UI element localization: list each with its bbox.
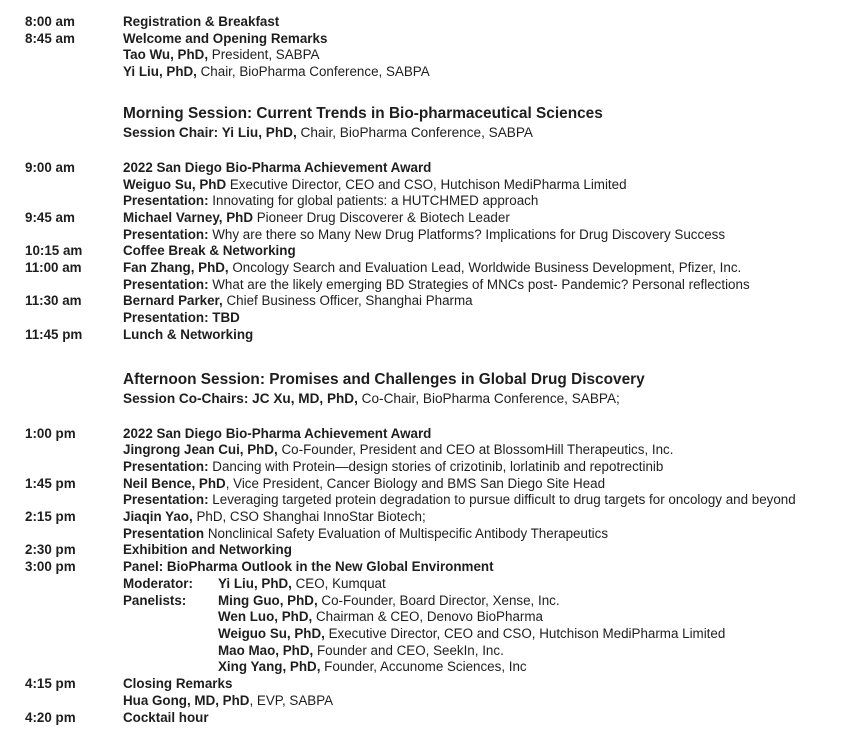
panel-line-text bbox=[218, 626, 837, 643]
text-regular: , Vice President, Cancer Biology and BMS San Diego Site Head bbox=[225, 475, 606, 491]
time-label: 3:00 pm bbox=[25, 559, 76, 575]
text-bold: Weiguo Su, PhD bbox=[123, 176, 227, 192]
schedule-row bbox=[25, 710, 840, 727]
text-regular: , EVP, SABPA bbox=[249, 692, 334, 708]
time-label: 11:45 pm bbox=[25, 326, 83, 342]
time-label: 1:00 pm bbox=[25, 425, 76, 441]
text-bold: Presentation bbox=[123, 525, 205, 541]
panel-line bbox=[123, 609, 837, 626]
session-chair-line bbox=[123, 123, 837, 142]
agenda-line bbox=[123, 676, 837, 693]
panel-line-text bbox=[218, 609, 837, 626]
text-regular: Chair, BioPharma Conference, SABPA bbox=[196, 64, 430, 80]
agenda-line bbox=[123, 442, 837, 459]
text-regular: President, SABPA bbox=[208, 47, 320, 63]
time-label: 10:15 am bbox=[25, 243, 83, 259]
agenda-line bbox=[123, 542, 837, 559]
row-content bbox=[123, 426, 837, 476]
schedule-row bbox=[25, 426, 840, 476]
row-content bbox=[123, 243, 837, 260]
text-bold: Hua Gong, MD, PhD bbox=[123, 692, 250, 708]
row-content bbox=[123, 509, 837, 542]
time-label: 8:00 am bbox=[25, 14, 75, 29]
agenda-line bbox=[123, 260, 837, 277]
schedule-row bbox=[25, 260, 840, 293]
session-title: Afternoon Session: Promises and Challenges in Global Drug Discovery bbox=[123, 370, 645, 388]
text-bold: Weiguo Su, PhD, bbox=[218, 625, 325, 641]
agenda-line bbox=[123, 459, 837, 476]
time-label: 4:20 pm bbox=[25, 709, 76, 725]
panel-line bbox=[123, 626, 837, 643]
row-content bbox=[123, 14, 837, 31]
text-bold: Jingrong Jean Cui, PhD, bbox=[123, 442, 278, 458]
text-regular: Pioneer Drug Discoverer & Biotech Leader bbox=[253, 209, 510, 225]
text-bold: Yi Liu, PhD, bbox=[123, 64, 197, 80]
schedule-row bbox=[25, 327, 840, 344]
text-regular: Why are there so Many New Drug Platforms? Implications for Drug Discovery Success bbox=[208, 226, 726, 242]
spacer bbox=[25, 344, 840, 370]
text-bold: Presentation: bbox=[123, 276, 209, 292]
spacer bbox=[25, 408, 840, 426]
schedule-row bbox=[25, 559, 840, 676]
agenda-line bbox=[123, 426, 837, 443]
time-label: 2:15 pm bbox=[25, 509, 76, 525]
agenda-line bbox=[123, 160, 837, 177]
time-label: 9:00 am bbox=[25, 159, 75, 175]
agenda-line bbox=[123, 227, 837, 244]
text-bold: 2022 San Diego Bio-Pharma Achievement Award bbox=[123, 159, 432, 175]
agenda-line bbox=[123, 31, 837, 48]
agenda-line bbox=[123, 193, 837, 210]
session-title: Morning Session: Current Trends in Bio-pharmaceutical Sciences bbox=[123, 104, 603, 122]
text-bold: Session Co-Chairs: JC Xu, MD, PhD, bbox=[123, 390, 358, 406]
agenda-line bbox=[123, 327, 837, 344]
row-content bbox=[123, 327, 837, 344]
text-regular: Co-Chair, BioPharma Conference, SABPA; bbox=[357, 390, 620, 406]
text-regular: Chairman & CEO, Denovo BioPharma bbox=[312, 609, 543, 625]
panel-role-label bbox=[123, 659, 218, 676]
text-regular: Founder and CEO, SeekIn, Inc. bbox=[313, 642, 504, 658]
session-chair-line bbox=[123, 389, 837, 408]
agenda-line bbox=[123, 177, 837, 194]
panel-role-label bbox=[123, 643, 218, 660]
spacer bbox=[25, 81, 840, 104]
panel-line-text bbox=[218, 643, 837, 660]
text-bold: Closing Remarks bbox=[123, 676, 233, 692]
agenda-line bbox=[123, 476, 837, 493]
text-bold: Coffee Break & Networking bbox=[123, 243, 296, 259]
agenda-line bbox=[123, 243, 837, 260]
agenda-line bbox=[123, 293, 837, 310]
time-label: 8:45 am bbox=[25, 30, 75, 46]
row-content bbox=[123, 559, 837, 676]
row-content bbox=[123, 476, 837, 509]
text-regular: What are the likely emerging BD Strategies of MNCs post- Pandemic? Personal reflections bbox=[208, 276, 750, 292]
agenda-line bbox=[123, 693, 837, 710]
agenda-line bbox=[123, 509, 837, 526]
agenda-line bbox=[123, 310, 837, 327]
text-bold: Mao Mao, PhD, bbox=[218, 642, 314, 658]
panel-role-label: Panelists: bbox=[123, 592, 187, 608]
text-regular: Oncology Search and Evaluation Lead, Worldwide Business Development, Pfizer, Inc. bbox=[228, 260, 742, 276]
text-bold: Wen Luo, PhD, bbox=[218, 609, 313, 625]
text-regular: Innovating for global patients: a HUTCHMED approach bbox=[208, 193, 539, 209]
panel-line bbox=[123, 643, 837, 660]
row-content bbox=[123, 160, 837, 210]
panel-line-text bbox=[218, 593, 837, 610]
agenda-line bbox=[123, 559, 837, 576]
schedule-row bbox=[25, 476, 840, 509]
panel-line-text bbox=[218, 576, 837, 593]
agenda-line bbox=[123, 64, 837, 81]
text-regular: Leveraging targeted protein degradation to pursue difficult to drug targets for oncology and beyond bbox=[208, 492, 796, 508]
text-regular: Executive Director, CEO and CSO, Hutchison MediPharma Limited bbox=[226, 176, 627, 192]
panel-line bbox=[123, 576, 837, 593]
text-bold: Presentation: bbox=[123, 492, 209, 508]
agenda-line bbox=[123, 210, 837, 227]
row-content bbox=[123, 542, 837, 559]
row-content bbox=[123, 260, 837, 293]
panel-role-label bbox=[123, 609, 218, 626]
text-bold: Cocktail hour bbox=[123, 709, 209, 725]
session-header bbox=[123, 104, 837, 142]
agenda-line bbox=[123, 47, 837, 64]
schedule-row bbox=[25, 293, 840, 326]
row-content bbox=[123, 31, 837, 81]
text-regular: Co-Founder, Board Director, Xense, Inc. bbox=[317, 592, 560, 608]
agenda-line bbox=[123, 526, 837, 543]
text-bold: 2022 San Diego Bio-Pharma Achievement Award bbox=[123, 425, 432, 441]
text-regular: Chair, BioPharma Conference, SABPA bbox=[296, 124, 533, 140]
time-label: 4:15 pm bbox=[25, 676, 76, 692]
spacer bbox=[25, 142, 840, 160]
text-bold: Presentation: bbox=[123, 193, 209, 209]
row-content bbox=[123, 676, 837, 709]
text-bold: Registration & Breakfast bbox=[123, 14, 280, 29]
text-regular: Chief Business Officer, Shanghai Pharma bbox=[222, 293, 473, 309]
text-bold: Fan Zhang, PhD, bbox=[123, 260, 229, 276]
text-bold: Welcome and Opening Remarks bbox=[123, 30, 328, 46]
agenda-line bbox=[123, 492, 837, 509]
panel-line bbox=[123, 659, 837, 676]
text-bold: Presentation: bbox=[123, 226, 209, 242]
text-bold: Xing Yang, PhD, bbox=[218, 659, 321, 675]
text-bold: Bernard Parker, bbox=[123, 293, 223, 309]
text-regular: PhD, CSO Shanghai InnoStar Biotech; bbox=[192, 509, 426, 525]
text-regular: CEO, Kumquat bbox=[291, 575, 386, 591]
agenda-line bbox=[123, 710, 837, 727]
time-label: 2:30 pm bbox=[25, 542, 76, 558]
schedule-row bbox=[25, 542, 840, 559]
text-bold: Session Chair: Yi Liu, PhD, bbox=[123, 124, 297, 140]
row-content bbox=[123, 293, 837, 326]
schedule-row bbox=[25, 509, 840, 542]
text-bold: Yi Liu, PhD, bbox=[218, 575, 292, 591]
schedule-row bbox=[25, 243, 840, 260]
agenda-line bbox=[123, 277, 837, 294]
time-label: 11:00 am bbox=[25, 260, 82, 276]
schedule-row bbox=[25, 14, 840, 31]
text-bold: Tao Wu, PhD, bbox=[123, 47, 209, 63]
time-label: 9:45 am bbox=[25, 209, 75, 225]
time-label: 11:30 am bbox=[25, 293, 82, 309]
text-bold: Neil Bence, PhD bbox=[123, 475, 226, 491]
agenda-rows bbox=[25, 14, 840, 726]
text-regular: Dancing with Protein—design stories of crizotinib, lorlatinib and repotrectinib bbox=[208, 458, 664, 474]
text-regular: Executive Director, CEO and CSO, Hutchison MediPharma Limited bbox=[324, 625, 726, 641]
text-regular: Nonclinical Safety Evaluation of Multispecific Antibody Therapeutics bbox=[204, 525, 609, 541]
session-header bbox=[123, 370, 837, 408]
text-bold: Exhibition and Networking bbox=[123, 542, 292, 558]
panel-role-label bbox=[123, 626, 218, 643]
agenda-line bbox=[123, 14, 837, 31]
text-bold: Michael Varney, PhD bbox=[123, 209, 253, 225]
schedule-row bbox=[25, 31, 840, 81]
text-bold: Lunch & Networking bbox=[123, 326, 254, 342]
row-content bbox=[123, 710, 837, 727]
schedule-row bbox=[25, 160, 840, 210]
panel-line bbox=[123, 593, 837, 610]
text-bold: Jiaqin Yao, bbox=[123, 509, 193, 525]
text-regular: Founder, Accunome Sciences, Inc bbox=[320, 659, 527, 675]
panel-role-label: Moderator: bbox=[123, 575, 193, 591]
schedule-row bbox=[25, 676, 840, 709]
time-label: 1:45 pm bbox=[25, 475, 76, 491]
text-regular: Co-Founder, President and CEO at BlossomHill Therapeutics, Inc. bbox=[277, 442, 674, 458]
text-bold: Panel: BioPharma Outlook in the New Global Environment bbox=[123, 559, 494, 575]
row-content bbox=[123, 210, 837, 243]
text-bold: Presentation: TBD bbox=[123, 310, 240, 326]
schedule-row bbox=[25, 210, 840, 243]
text-bold: Ming Guo, PhD, bbox=[218, 592, 318, 608]
text-bold: Presentation: bbox=[123, 458, 209, 474]
panel-line-text bbox=[218, 659, 837, 676]
